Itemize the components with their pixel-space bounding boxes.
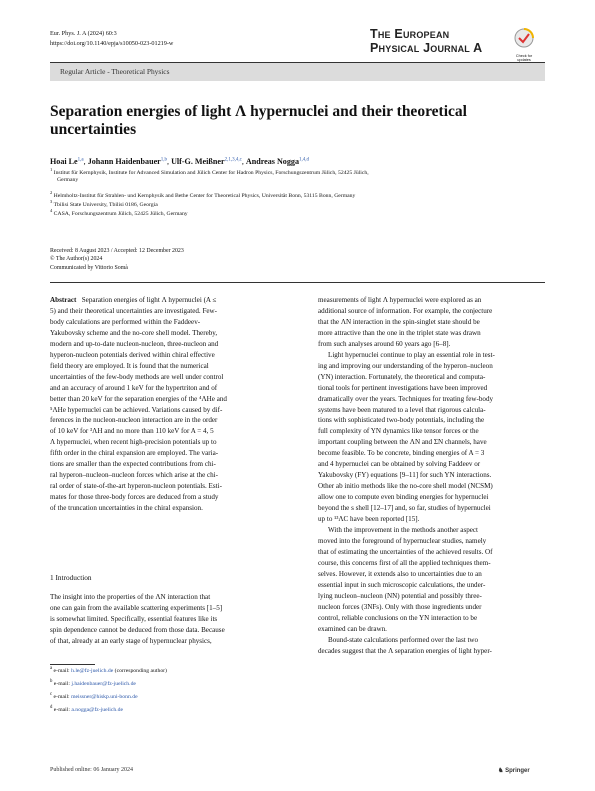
journal-reference: Eur. Phys. J. A (2024) 60:3 (50, 30, 117, 37)
abstract-line: field theory are employed. It is found that the numerical (50, 361, 209, 370)
footnote-prefix: e-mail: (53, 668, 72, 674)
footnote-a (50, 668, 310, 675)
body-line: selves. However, it extends also to uncertainties due to an (318, 569, 482, 578)
abstract-line: Λ hypernuclei, when recent high-precision potentials up to (50, 438, 217, 447)
abstract-line: 5) and their theoretical uncertainties are investigated. Few- (50, 306, 218, 315)
body-line: (YN) interaction. Fortunately, the theoretical and computa- (318, 372, 486, 381)
intro-line: spin dependence cannot be deduced from those data. Because (50, 625, 225, 634)
author-list: Hoai Le$^{1,a}$, Johann Haidenbauer$^{1,b}$, Ulf-G. Meißner$^{2,1,3,4,c}$, Andreas Nogga$^{1,4,d}$ (50, 157, 309, 166)
abstract-line: ral hyperon–nucleon–nucleon forces which arise at the chi- (50, 471, 219, 480)
body-line: nucleon forces (3NFs). Only with those ingredients under (318, 602, 482, 611)
doi-link[interactable]: https://doi.org/10.1140/epja/s10050-023-01219-w (50, 40, 174, 47)
body-line: that the ΛN interaction in the spin-singlet state should be (318, 317, 480, 326)
author-affiliation-mark: 1,b (160, 157, 168, 163)
footnote-mark: c (50, 692, 53, 698)
footnote-mark: d (50, 705, 53, 711)
badge-label-line2: updates (517, 58, 531, 62)
footnote-mark: a (50, 666, 53, 672)
footnote-prefix: e-mail: (53, 707, 72, 713)
right-column-text (318, 295, 545, 656)
intro-line: The insight into the properties of the ΛN interaction that (50, 593, 211, 601)
article-title (50, 103, 530, 139)
footnote-prefix: e-mail: (53, 681, 72, 687)
abstract-line: ⁵ΛHe hypernuclei can be achieved. Variations caused by dif- (50, 405, 223, 414)
published-date: Published online: 06 January 2024 (50, 767, 133, 773)
affiliation-text-cont: Germany (57, 177, 79, 184)
affiliation-text: Tbilisi State University, Tbilisi 0186, Georgia (53, 202, 158, 208)
body-line: Yakubovsky (FY) equations [9–11] for such YN interactions. (318, 471, 492, 480)
check-updates-icon (512, 27, 536, 49)
abstract-line: better than 20 keV for the separation energies of the ⁴ΛHe and (50, 394, 227, 403)
footnote-c (50, 694, 310, 701)
communicated-by: Communicated by Vittorio Somà (50, 264, 128, 271)
abstract-divider (50, 282, 545, 283)
affiliation-3 (50, 199, 550, 209)
introduction-text (50, 592, 305, 647)
badge-label-line1: Check for (515, 54, 533, 58)
received-info (50, 247, 184, 272)
body-line: essential input in such microscopic calculations, the under- (318, 580, 486, 589)
author-name: Andreas Nogga (245, 157, 299, 166)
affiliation-number: 1 (50, 167, 53, 173)
body-line: tions with sophisticated two-body potentials, including the (318, 416, 485, 425)
publisher-logo (498, 767, 530, 774)
affiliation-1 (50, 167, 550, 184)
check-for-updates-badge[interactable] (512, 27, 536, 62)
abstract-line: mates for those three-body forces are deduced from a study (50, 493, 219, 502)
body-line: ing and improving our understanding of the hyperon–nucleon (318, 361, 493, 370)
abstract-line: ferences in the nucleon-nucleon interaction are in the order (50, 416, 218, 425)
body-line: more attractive than the one in the triplet state was drawn (318, 328, 481, 337)
abstract-line: hyperon-nucleon potentials derived within chiral effective (50, 350, 215, 359)
footnote-suffix: (corresponding author) (113, 668, 167, 674)
body-line: With the improvement in the methods another aspect (328, 526, 479, 535)
springer-horse-icon: ♞ (498, 768, 504, 774)
body-line: that of estimating the uncertainties of the achieved results. Of (318, 547, 493, 556)
body-line: tional tools for pertinent investigations have been improved (318, 383, 488, 392)
affiliation-2 (50, 190, 550, 200)
body-line: full complexity of YN dynamics like tensor forces or the (318, 427, 479, 436)
footnote-divider (50, 664, 95, 665)
body-line: dramatically over the years. Techniques for treating few-body (318, 394, 494, 403)
body-line: and 4 hypernuclei can be obtained by solving Faddeev or (318, 460, 481, 469)
body-line: additional source of information. For example, the conjecture (318, 306, 493, 315)
abstract-line: and an accuracy of around 1 keV for the hypertriton and of (50, 383, 218, 392)
footnote-mark: b (50, 679, 53, 685)
body-line: measurements of light Λ hypernuclei were explored as an (318, 296, 482, 304)
affiliation-number: 3 (50, 199, 53, 205)
affiliation-number: 4 (50, 208, 53, 214)
author-name: Hoai Le (50, 157, 78, 166)
journal-name-line1: The European (370, 27, 450, 41)
email-link[interactable]: j.haidenbauer@fz-juelich.de (71, 681, 136, 687)
abstract-line: ral order of state-of-the-art hyperon-nucleon potentials. Esti- (50, 482, 222, 491)
body-line: examined can be drawn. (318, 624, 387, 633)
title-line-2: uncertainties (50, 121, 137, 138)
body-line: lying nucleon–nucleon (NN) potential and possibly three- (318, 591, 482, 600)
intro-line: one can gain from the available scattering experiments [1–5] (50, 603, 223, 612)
body-line: allow one to compute even binding energies for hypernuclei (318, 493, 489, 502)
body-line: up to ¹³ΛC have been reported [15]. (318, 515, 420, 524)
email-link[interactable]: a.nogga@fz-juelich.de (71, 707, 123, 713)
author-affiliation-mark: 2,1,3,4,c (224, 157, 242, 163)
body-line: from such analyses around 60 years ago [6–8]. (318, 339, 451, 348)
copyright-notice: © The Author(s) 2024 (50, 256, 103, 263)
body-line: Bound-state calculations performed over the last two (328, 635, 479, 644)
body-line: control, reliable conclusions on the YN interaction to be (318, 613, 478, 622)
email-link[interactable]: h.le@fz-juelich.de (71, 668, 114, 674)
abstract-line: Yakubovsky scheme and the no-core shell model. Thereby, (50, 328, 218, 337)
author-affiliation-mark: 1,a (77, 157, 84, 163)
body-line: beyond the s shell [12–17] and, so far, studies of hypernuclei (318, 504, 491, 513)
journal-name (370, 27, 482, 55)
body-line: course, this concerns first of all the applied techniques them- (318, 558, 491, 567)
footnote-d (50, 707, 310, 714)
abstract-line: modern and up-to-date nucleon-nucleon, three-nucleon and (50, 339, 219, 348)
intro-line: is somewhat limited. Specifically, essential features like its (50, 614, 218, 623)
journal-name-line2: Physical Journal A (370, 41, 483, 55)
body-line: Other ab initio methods like the no-core shell model (NCSM) (318, 482, 493, 491)
abstract-line: of 10 keV for ³ΛH and no more than 110 keV for A = 4, 5 (50, 427, 214, 436)
abstract (50, 295, 305, 514)
author-name: Ulf-G. Meißner (171, 157, 225, 166)
abstract-line-text: Separation energies of light Λ hypernuclei (A ≤ (81, 296, 217, 304)
abstract-label: Abstract (50, 296, 77, 304)
author-affiliation-mark: 1,4,d (299, 157, 309, 163)
email-link[interactable]: meissner@hiskp.uni-bonn.de (71, 694, 138, 700)
abstract-line: of the truncation uncertainties in the chiral expansion. (50, 504, 203, 513)
body-line: become feasible. To be concrete, binding energies of A = 3 (318, 449, 485, 458)
body-line: important coupling between the ΛN and ΣN channels, have (318, 438, 487, 447)
section-heading-introduction: 1 Introduction (50, 573, 92, 582)
body-line: systems have been matured to a level that rigorous calcula- (318, 405, 486, 414)
abstract-line: fifth order in the chiral expansion are employed. The varia- (50, 449, 219, 458)
footnote-b (50, 681, 310, 688)
affiliation-text: Helmholtz-Institut für Strahlen- und Kernphysik and Bethe Center for Theoretical Physics, Universität Bonn, 53115 Bonn, Germany (53, 193, 356, 199)
footnote-prefix: e-mail: (53, 694, 72, 700)
article-type-band (50, 63, 545, 81)
publisher-name: Springer (505, 768, 530, 774)
body-line: decades suggest that the Λ separation energies of light hyper- (318, 646, 492, 655)
intro-line: of that, already at an early stage of hypernuclear physics, (50, 636, 212, 645)
received-dates: Received: 8 August 2023 / Accepted: 12 December 2023 (50, 248, 184, 254)
abstract-line: uncertainties of the few-body methods are well under control (50, 372, 224, 381)
affiliation-number: 2 (50, 190, 53, 196)
abstract-line: tions are smaller than the expected contributions from chi- (50, 460, 216, 469)
body-line: Light hypernuclei continue to play an essential role in test- (328, 350, 495, 359)
affiliation-4 (50, 208, 550, 218)
author-name: Johann Haidenbauer (87, 157, 161, 166)
affiliation-text: CASA, Forschungszentrum Jülich, 52425 Jülich, Germany (53, 211, 188, 217)
abstract-line (50, 295, 305, 306)
article-type-label: Regular Article - Theoretical Physics (60, 67, 170, 76)
title-line-1: Separation energies of light Λ hypernuclei and their theoretical (50, 103, 467, 120)
body-line: moved into the foreground of hypernuclear studies, namely (318, 536, 487, 545)
abstract-line: body calculations are performed within the Faddeev- (50, 317, 201, 326)
affiliation-text: Institut für Kernphysik, Institute for Advanced Simulation and Jülich Center for Hadron Physics, Forschungszentrum Jülich, 52425 Jülich, (53, 170, 369, 176)
